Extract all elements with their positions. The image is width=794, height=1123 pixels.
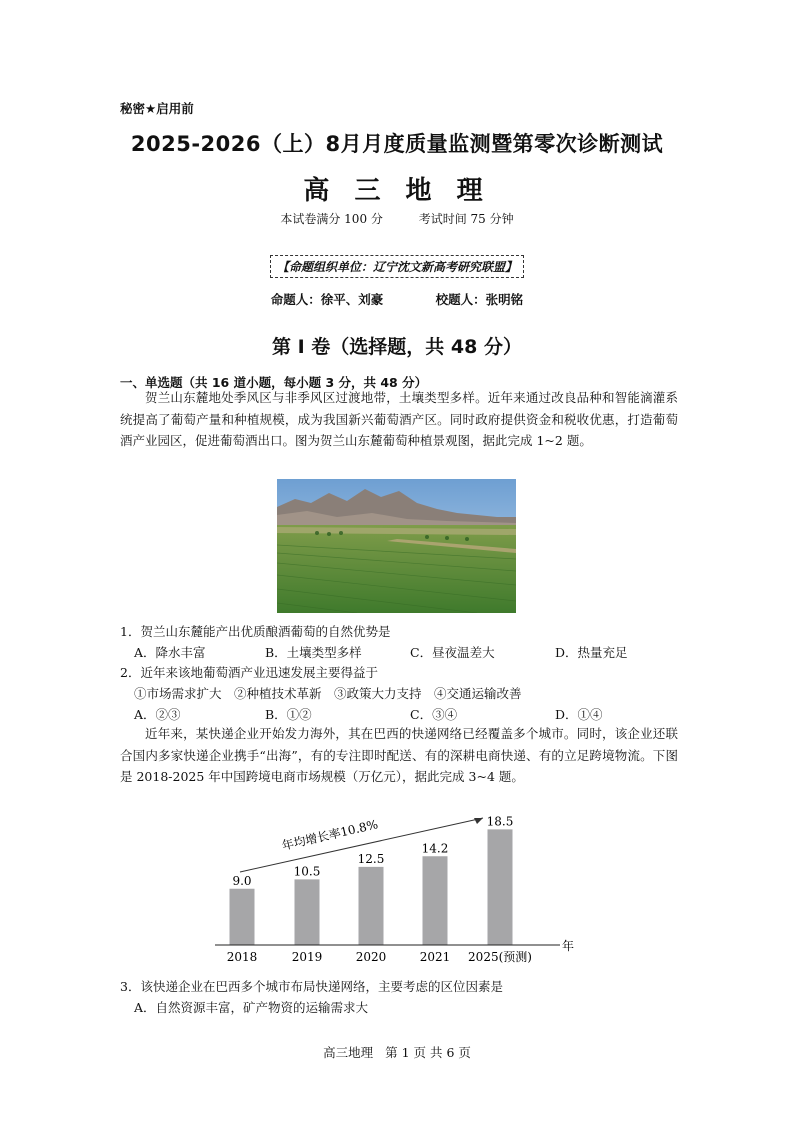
q1-option-b[interactable]: B．土壤类型多样 [265,645,362,660]
setter: 命题人：徐平、刘豪 [270,292,384,307]
bar-value-label: 9.0 [232,873,252,888]
q1-option-d[interactable]: D．热量充足 [555,645,628,660]
passage-2 [120,723,678,788]
bar-value-label: 18.5 [486,814,514,829]
time-info: 考试时间 75 分钟 [418,212,514,226]
question-2-stem: 2．近年来该地葡萄酒产业迅速发展主要得益于 [120,665,378,680]
q2-option-b[interactable]: B．①② [265,707,312,722]
q1-option-a[interactable]: A．降水丰富 [134,645,206,660]
part-heading: 一、单选题（共 16 道小题，每小题 3 分，共 48 分） [120,375,428,390]
q1-option-c[interactable]: C．昼夜温差大 [410,645,495,660]
question-1-stem: 1．贺兰山东麓能产出优质酿酒葡萄的自然优势是 [120,624,391,639]
passage-2-text: 近年来，某快递企业开始发力海外，其在巴西的快递网络已经覆盖多个城市。同时，该企业还联合国内多家快递企业携手“出海”，有的专注即时配送、有的深耕电商快递、有的立足跨境物流。下图是 2018-2025 年中国跨境电商市场规模（万亿元），据此完成 3~4 题。 [120,726,678,784]
x-tick-label: 2020 [355,950,387,964]
x-tick-label: 2021 [419,950,451,964]
bar-value-label: 12.5 [357,851,385,866]
subject-title: 高 三 地 理 [303,176,491,206]
x-tick-label: 2025(预测) [468,950,532,964]
vineyard-photo [277,479,516,613]
score-info: 本试卷满分 100 分 [280,212,383,226]
vineyard-landscape-image [277,479,516,613]
market-size-chart [215,810,580,975]
x-tick-label: 2019 [291,950,323,964]
organizer-row [0,255,794,278]
footer-subject: 高三地理 [323,1045,374,1060]
x-tick-label: 2018 [226,950,258,964]
bar-2025(预测) [488,829,513,945]
footer-page: 第 1 页 共 6 页 [385,1045,471,1060]
authors-row [0,290,794,308]
bar-2021 [423,856,448,945]
bar-value-label: 10.5 [293,864,321,879]
reviewer: 校题人：张明铭 [435,292,524,307]
exam-meta [0,210,794,227]
secret-label: 秘密★启用前 [120,101,194,116]
q3-option-a[interactable]: A．自然资源丰富，矿产物资的运输需求大 [134,1000,369,1015]
bar-2019 [295,879,320,945]
section-title: 第 I 卷（选择题，共 48 分） [272,336,522,358]
q2-option-c[interactable]: C．③④ [410,707,458,722]
trend-arrow-head [474,818,483,824]
page-footer [0,1043,794,1061]
bar-chart-svg [215,810,580,975]
bar-value-label: 14.2 [421,841,449,856]
growth-rate-annotation: 年均增长率10.8% [280,817,380,853]
q2-option-a[interactable]: A．②③ [134,707,181,722]
bar-2020 [359,867,384,945]
passage-1 [120,387,678,452]
organizer-box: 【命题组织单位：辽宁沈文新高考研究联盟】 [270,255,524,278]
x-axis-label: 年 [562,939,575,953]
question-3-stem: 3．该快递企业在巴西多个城市布局快递网络，主要考虑的区位因素是 [120,979,503,994]
q2-option-d[interactable]: D．①④ [555,707,603,722]
exam-title: 2025-2026（上）8月月度质量监测暨第零次诊断测试 [130,132,664,156]
q2-statements: ①市场需求扩大 ②种植技术革新 ③政策大力支持 ④交通运输改善 [134,686,522,701]
bar-2018 [230,889,255,945]
passage-1-text: 贺兰山东麓地处季风区与非季风区过渡地带，土壤类型多样。近年来通过改良品种和智能滴灌系统提高了葡萄产量和种植规模，成为我国新兴葡萄酒产区。同时政府提供资金和税收优惠，打造葡萄酒产业园区，促进葡萄酒出口。图为贺兰山东麓葡萄种植景观图，据此完成 1~2 题。 [120,390,678,448]
